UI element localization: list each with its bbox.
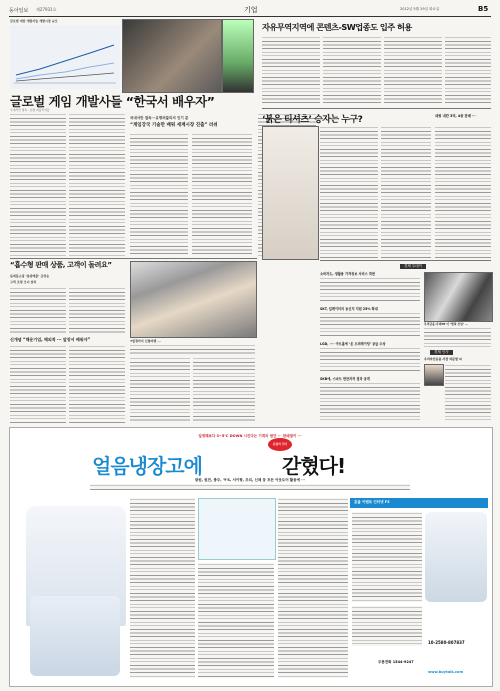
shirt-image-2 xyxy=(30,596,120,676)
people-name: 우리자산운용 사장 차문현 씨 xyxy=(424,357,462,361)
ad-headline-2: 갇혔다! xyxy=(282,454,346,478)
advertisement xyxy=(9,427,493,687)
right-mid-side-headline: 대형 내란 3억, 4종 판매 ··· xyxy=(435,114,476,118)
ad-sub-line: 광원, 원전, 충주, 'Y'S, 서이형, 조리, 신채 등 모든 아웃도어 활동에 ··· xyxy=(194,478,306,482)
ad-brand-text2 xyxy=(352,606,422,646)
masthead xyxy=(0,0,500,16)
right-top-col3 xyxy=(384,36,442,106)
story2-caption-text xyxy=(130,344,255,354)
ad-sub-lines xyxy=(90,484,410,490)
economy-item-2: SKT, 킬레이터의 동신지 지원 25% 확대 xyxy=(320,307,378,311)
right-top-col2 xyxy=(323,36,381,106)
left-body-col1 xyxy=(10,113,66,256)
ad-tagline: 일정때보다 3~5℃ DOWN 시킨다는 기적의 원단 ··· 판매점이 ··· xyxy=(198,434,302,438)
paper-name: 동아일보 xyxy=(9,8,29,14)
right-top-col1 xyxy=(262,36,320,106)
right-top-headline: 자유무역지역에 콘텐츠-SW업종도 입주 허용 xyxy=(262,22,412,32)
economy-people-badge: 경제 인사 xyxy=(430,350,453,355)
story2-col3 xyxy=(130,357,190,423)
chart-title: 글로벌 게임 개발사들 개발시장 규모 xyxy=(10,19,58,23)
chart-graphic xyxy=(10,25,120,89)
story2-col2 xyxy=(69,287,125,334)
right-top-col4 xyxy=(445,36,491,106)
masthead-rule xyxy=(9,16,491,17)
story2-col4 xyxy=(193,357,255,423)
left-body-col2 xyxy=(69,113,125,256)
right-mid-col3 xyxy=(435,126,491,258)
red-shirt-headline: ‘붉은 티셔츠’ 승자는 누구? xyxy=(262,115,363,125)
economy-item-1-body xyxy=(320,277,420,303)
ad-phone: 10-2580-807837 xyxy=(428,640,465,645)
issue-number: 제27931호 xyxy=(36,7,57,12)
ad-product-image xyxy=(425,512,487,602)
handshake-photo xyxy=(424,272,493,322)
right-mid-col2 xyxy=(381,126,431,258)
ad-burst-text: 유럽의 인기 xyxy=(272,442,288,446)
right-lower-divider xyxy=(320,260,491,261)
people-body xyxy=(445,364,491,422)
game-screenshot-photo xyxy=(122,19,222,93)
ad-brand-bar xyxy=(350,498,488,508)
story2-kicker: 롯데홈쇼핑 ‘총판매출’ 급상승 xyxy=(10,274,50,278)
story2-col1 xyxy=(10,287,66,334)
right-top-divider xyxy=(262,108,491,109)
ad-shop-url[interactable]: www.buytalk.com xyxy=(428,670,464,674)
ad-order-label: 주문전화 1544-9247 xyxy=(378,660,414,664)
economy-item-1: 소비자도, 생활용 가격정보 서비스 개편 xyxy=(320,272,375,276)
right-mid-col1 xyxy=(320,126,378,258)
ad-chart-box xyxy=(198,498,276,560)
page-number: B5 xyxy=(478,5,489,13)
store-photo-caption: 7월경까지 신형비행 ··· xyxy=(130,339,161,343)
store-staff-photo xyxy=(130,261,257,338)
person-photo xyxy=(424,364,444,386)
ad-headline-1: 얼음냉장고에 xyxy=(92,454,202,478)
handshake-caption-text xyxy=(424,327,491,347)
ad-brand-text xyxy=(352,512,422,602)
economy-item-2-body xyxy=(320,312,420,338)
ad-body-col1 xyxy=(130,498,195,678)
story3-headline: 신개념 “해운기업, 해외적 ··· 앞장서 배워야” xyxy=(10,337,91,342)
left-headline: 글로벌 게임 개발사들 “한국서 배우자” xyxy=(10,94,215,109)
economy-item-3-body xyxy=(320,347,420,373)
red-shirt-photo xyxy=(262,126,319,260)
story3-col2 xyxy=(69,345,125,423)
handshake-photo-caption: 우리금융-우리PE 이 ‘협력 신임’ ··· xyxy=(424,322,469,326)
game-character-photo xyxy=(222,19,254,93)
economy-item-3: LGD, ···· 아트홀에 ‘온 오퍼레이팅’ 공급 수상 xyxy=(320,342,386,346)
economy-today-badge: 경제 투데이 xyxy=(400,264,426,269)
economy-item-4-body xyxy=(320,382,420,422)
issue-date: 2012년 5월 29일 화요일 xyxy=(400,7,440,11)
left-subhead: 국내서만 접속···유명 퍼블리셔들 xyxy=(10,108,50,112)
story2-headline: “흡수형 판매 상품, 고객이 돌려요” xyxy=(10,261,112,269)
story2-sub: 고객 호평 코너 설치 xyxy=(10,280,37,284)
side-kicker: 국내서만 접속···유명퍼블리셔 인기 분 xyxy=(130,116,189,120)
ad-brand: 효율 이벤트 인터넷 F3 xyxy=(354,500,390,504)
left-divider xyxy=(10,258,257,259)
section-name: 기업 xyxy=(244,6,258,14)
story3-col1 xyxy=(10,345,66,423)
ad-body-col2 xyxy=(198,563,274,678)
ad-body-col3 xyxy=(278,498,348,678)
market-chart xyxy=(10,19,120,91)
left-body-col4 xyxy=(192,133,252,256)
left-body-col3 xyxy=(130,133,188,256)
economy-item-4: SKB에, 스마트 반찬자격 결과 공개 xyxy=(320,377,370,381)
side-headline: “게임강국 기술만 배워 세계시장 진출” 러쉬 xyxy=(130,123,218,128)
